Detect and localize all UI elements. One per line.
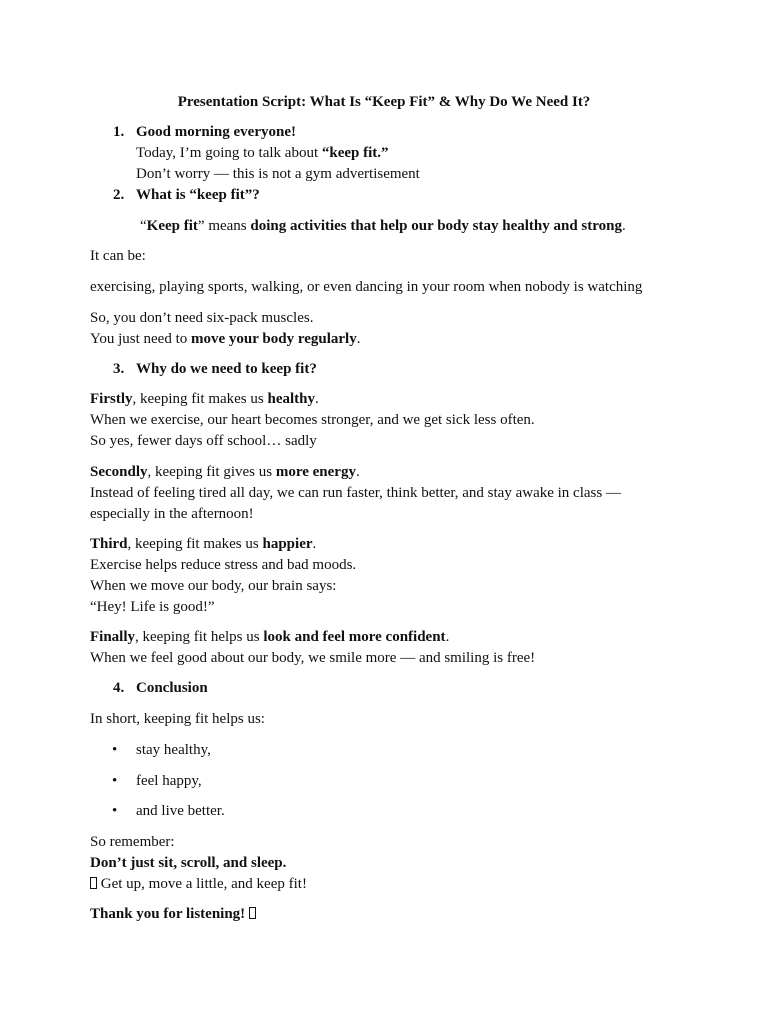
bullet-marker: •	[112, 773, 118, 789]
list-item: and live better.	[136, 803, 225, 819]
section-2-number: 2.	[113, 187, 125, 203]
secondly-line-3: especially in the afternoon!	[90, 506, 254, 522]
firstly-bold: healthy	[267, 391, 315, 407]
section-3-heading	[136, 359, 317, 380]
section-4-number: 4.	[113, 680, 125, 696]
def-quote: “	[140, 218, 147, 234]
conclusion-intro: In short, keeping fit helps us:	[90, 711, 265, 727]
so-line-2	[90, 329, 680, 350]
finally-text: , keeping fit helps us	[135, 629, 264, 645]
section-1-heading-text: Good morning everyone!	[136, 124, 296, 140]
list-item: feel happy,	[136, 773, 202, 789]
bullet-marker: •	[112, 803, 118, 819]
secondly-line	[90, 462, 680, 483]
section-2-heading-text: What is “keep fit”?	[136, 187, 260, 203]
finally-label: Finally	[90, 629, 136, 645]
def-end: .	[621, 218, 626, 234]
missing-glyph-icon	[249, 907, 256, 919]
getup-text: Get up, move a little, and keep fit!	[97, 876, 307, 892]
section-2-heading	[136, 185, 260, 206]
so2-bold: move your body regularly	[191, 331, 357, 347]
secondly-label: Secondly	[90, 464, 148, 480]
thanks-line	[90, 904, 680, 925]
third-bold: happier	[262, 536, 313, 552]
secondly-text: , keeping fit gives us	[147, 464, 276, 480]
finally-bold: look and feel more confident	[263, 629, 446, 645]
third-line-3: When we move our body, our brain says:	[90, 578, 337, 594]
secondly-bold: more energy	[275, 464, 356, 480]
firstly-text: , keeping fit makes us	[132, 391, 268, 407]
third-line-4: “Hey! Life is good!”	[90, 599, 215, 615]
third-text: , keeping fit makes us	[127, 536, 263, 552]
firstly-label: Firstly	[90, 391, 133, 407]
it-can-be: It can be:	[90, 248, 146, 264]
remember-line: So remember:	[90, 834, 175, 850]
finally-line-2: When we feel good about our body, we smile more — and smiling is free!	[90, 650, 536, 666]
def-means: ” means	[197, 218, 251, 234]
dont-line	[90, 853, 680, 874]
def-meaning: doing activities that help our body stay healthy and strong	[250, 218, 622, 234]
so2-end: .	[356, 331, 361, 347]
thanks-text: Thank you for listening!	[90, 906, 249, 922]
third-line	[90, 534, 680, 555]
dont-text: Don’t just sit, scroll, and sleep.	[90, 855, 287, 871]
firstly-end: .	[315, 391, 319, 407]
missing-glyph-icon	[90, 877, 97, 889]
section-4-heading	[136, 678, 208, 699]
third-line-2: Exercise helps reduce stress and bad moods.	[90, 557, 357, 573]
firstly-line	[90, 389, 680, 410]
so2-text: You just need to	[90, 331, 191, 347]
section-1-number: 1.	[113, 124, 125, 140]
def-keep-fit: Keep fit	[146, 218, 198, 234]
keep-fit-definition	[140, 216, 626, 237]
list-item: stay healthy,	[136, 742, 211, 758]
finally-end: .	[445, 629, 450, 645]
examples-line: exercising, playing sports, walking, or even dancing in your room when nobody is watching	[90, 279, 643, 295]
third-label: Third	[90, 536, 128, 552]
secondly-line-2: Instead of feeling tired all day, we can run faster, think better, and stay awake in class —	[90, 485, 621, 501]
finally-line	[90, 627, 680, 648]
secondly-end: .	[355, 464, 360, 480]
s1-l2-bold: “keep fit.”	[321, 145, 389, 161]
firstly-line-2: When we exercise, our heart becomes stronger, and we get sick less often.	[90, 412, 535, 428]
document-title: Presentation Script: What Is “Keep Fit” & Why Do We Need It?	[177, 94, 591, 110]
section-4-heading-text: Conclusion	[136, 680, 208, 696]
getup-line	[90, 874, 680, 895]
section-1-heading	[136, 122, 296, 143]
section-1-line-3: Don’t worry — this is not a gym advertisement	[136, 166, 420, 182]
firstly-line-3: So yes, fewer days off school… sadly	[90, 433, 317, 449]
third-end: .	[312, 536, 317, 552]
section-3-number: 3.	[113, 361, 125, 377]
section-1-line-2	[136, 143, 389, 164]
s1-l2-text: Today, I’m going to talk about	[136, 145, 322, 161]
bullet-marker: •	[112, 742, 118, 758]
section-3-heading-text: Why do we need to keep fit?	[136, 361, 317, 377]
so-line-1: So, you don’t need six-pack muscles.	[90, 310, 314, 326]
